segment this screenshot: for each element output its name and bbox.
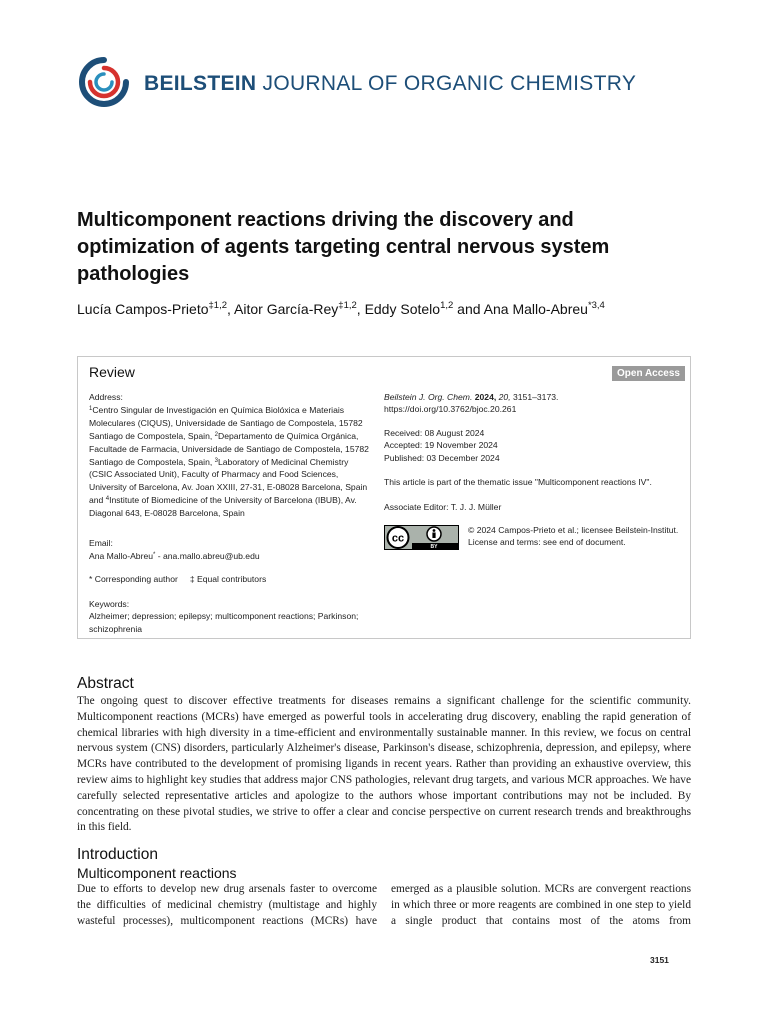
citation-journal: Beilstein J. Org. Chem. xyxy=(384,392,473,402)
citation-pages: 3151–3173. xyxy=(513,392,559,402)
author-affiliation: ‡1,2 xyxy=(208,300,228,311)
article-type-label: Review xyxy=(89,364,135,380)
page-number: 3151 xyxy=(650,955,669,965)
contributor-notes xyxy=(89,573,266,585)
svg-text:cc: cc xyxy=(391,532,405,545)
journal-name: BEILSTEIN JOURNAL OF ORGANIC CHEMISTRY xyxy=(144,72,637,95)
author-name: Eddy Sotelo xyxy=(364,301,441,317)
author-name: Lucía Campos-Prieto xyxy=(77,301,209,317)
abstract-heading: Abstract xyxy=(77,675,134,692)
author-list: Lucía Campos-Prieto$^{\ddagger 1,2}$, Aitor García-Rey$^{\ddagger 1,2}$, Eddy Sotelo$^{1,2}$ and Ana Mallo-Abreu$^{*3,4}$ xyxy=(77,300,605,317)
author-affiliation: ‡1,2 xyxy=(338,300,357,311)
equal-contributors-note: ‡ Equal contributors xyxy=(189,574,267,584)
published-date: Published: 03 December 2024 xyxy=(384,452,500,463)
author-name: Ana Mallo-Abreu xyxy=(483,301,588,317)
beilstein-logo-icon xyxy=(78,56,130,108)
corresponding-author-note: * Corresponding author xyxy=(89,574,178,584)
author-affiliation: *3,4 xyxy=(587,300,605,311)
license-terms: License and terms: see end of document. xyxy=(468,537,626,548)
email-block: Email: Ana Mallo-Abreu* - ana.mallo.abreu@ub.edu xyxy=(89,537,374,563)
email-label: Email: xyxy=(89,538,113,548)
thematic-issue-note: This article is part of the thematic issue "Multicomponent reactions IV". xyxy=(384,477,652,487)
abstract-text: The ongoing quest to discover effective treatments for diseases remains a significant challenge for the scientific community. Multicomponent reactions (MCRs) have emerged as powerful tools in accelerating drug discovery, enabling the rapid generation of chemical libraries with high diversity in a time-efficient and environmentally sustainable manner. In this review, we focus on central nervous system (CNS) disorders, particularly Alzheimer's disease, Parkinson's disease, schizophrenia, depression, and epilepsy, where MCRs have contributed to the development of promising ligands in recent years. Rather than providing an exhaustive overview, this review aims to highlight key studies that address major CNS pathologies, relevant drug targets, and various MCR approaches. We have carefully selected representative articles and apologize to the authors whose important contributions may not be included. By concentrating on these pivotal studies, we strive to offer a clear and concise perspective on current research trends and breakthroughs in this field. xyxy=(77,695,691,834)
keywords-label: Keywords: xyxy=(89,599,130,609)
author-affiliation: 1,2 xyxy=(440,300,454,311)
intro-column-right: emerged as a plausible solution. MCRs are convergent reactions in which three or more reagents are combined in one step to yield a single product that contains most of the atoms from xyxy=(391,883,691,927)
email-address[interactable]: - ana.mallo.abreu@ub.edu xyxy=(155,551,260,562)
article-title: Multicomponent reactions driving the discovery and optimization of agents targeting central nervous system pathologies xyxy=(77,209,610,285)
citation-volume: 20, xyxy=(498,392,511,402)
accepted-date: Accepted: 19 November 2024 xyxy=(384,440,498,451)
citation-block xyxy=(384,391,684,416)
publication-dates xyxy=(384,427,684,464)
address-text: $^1$Centro Singular de Investigación en Química Biolóxica e Materiais Moleculares (CIQUS), Universidade de Santiago de Compostela, 15782 Santiago de Compostela, Spain, $^2$Departamento de Química Orgánica, Facultade de Farmacia, Universidade de Santiago de Compostela, 15782 Santiago de Compostela, Spain, $^3$Laboratory of Medicinal Chemistry (CSIC Associated Unit), Faculty of Pharmacy and Food Sciences, University of Barcelona, Av. Joan XXIII, 27-31, E-08028 Barcelona, Spain and $^4$Institute of Biomedicine of the University of Barcelona (IBUB), Av. Diagonal 643, E-08028 Barcelona, Spain xyxy=(89,405,369,518)
open-access-badge: Open Access xyxy=(612,366,685,381)
keywords-list: Alzheimer; depression; epilepsy; multicomponent reactions; Parkinson; schizophrenia xyxy=(89,611,359,634)
address-label: Address: xyxy=(89,392,123,402)
citation-year: 2024, xyxy=(474,392,497,402)
cc-by-license-icon[interactable] xyxy=(384,525,459,550)
associate-editor: Associate Editor: T. J. J. Müller xyxy=(384,502,502,512)
received-date: Received: 08 August 2024 xyxy=(384,428,485,438)
introduction-heading: Introduction xyxy=(77,846,158,863)
address-block xyxy=(89,391,374,519)
intro-column-left: Due to efforts to develop new drug arsenals faster to overcome the difficulties of medicinal chemistry (multistage and highly wasteful processes), multicomponent reactions (MCRs) have xyxy=(77,883,377,927)
copyright-text: © 2024 Campos-Prieto et al.; licensee Beilstein-Institut. xyxy=(468,525,679,535)
license-block xyxy=(468,524,683,549)
section-subheading: Multicomponent reactions xyxy=(77,865,237,881)
keywords-block xyxy=(89,598,374,635)
doi-link[interactable]: https://doi.org/10.3762/bjoc.20.261 xyxy=(384,404,517,415)
email-author: Ana Mallo-Abreu xyxy=(89,551,154,562)
author-name: Aitor García-Rey xyxy=(234,301,339,317)
svg-text:BY: BY xyxy=(430,544,438,550)
